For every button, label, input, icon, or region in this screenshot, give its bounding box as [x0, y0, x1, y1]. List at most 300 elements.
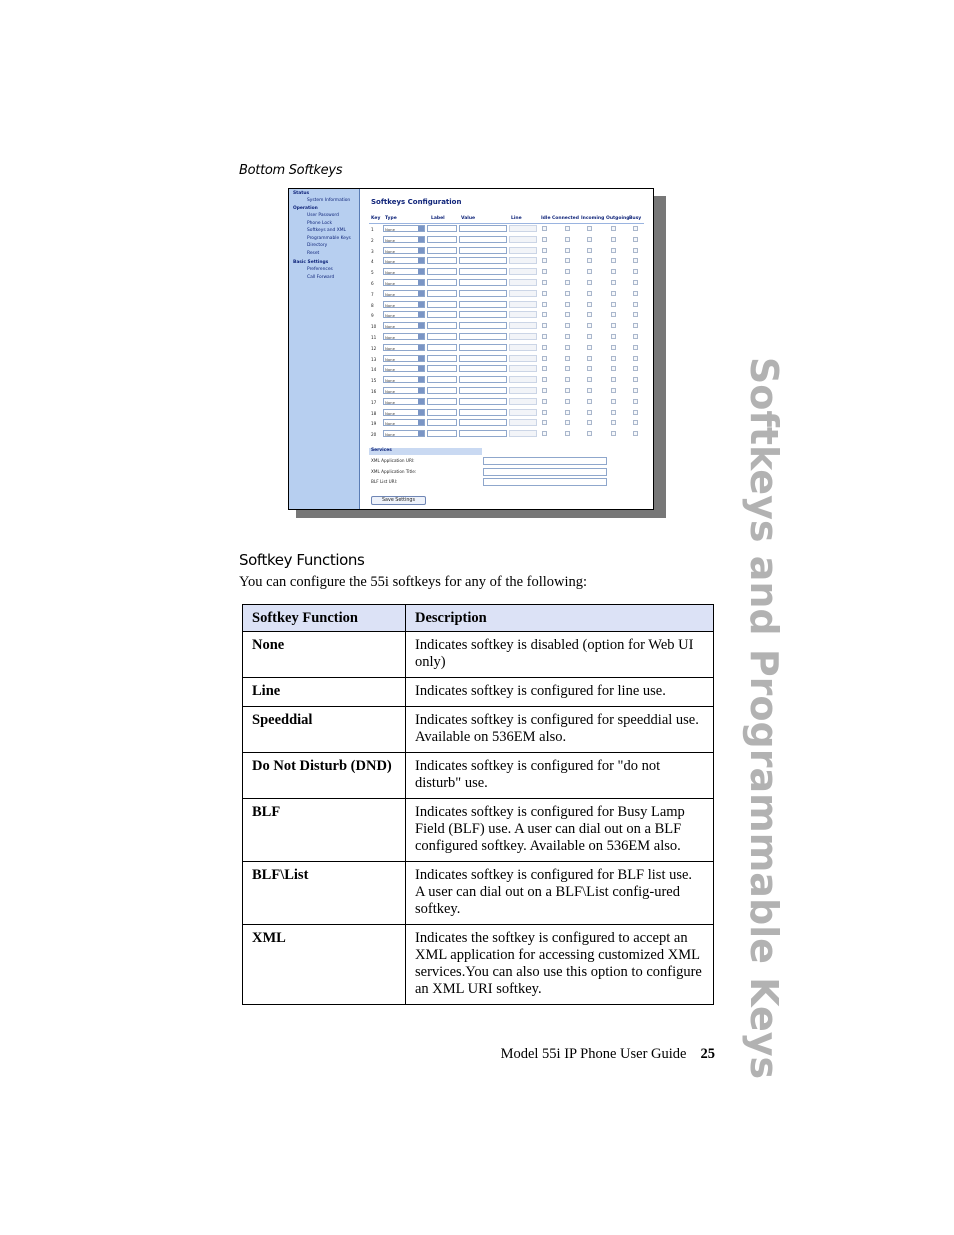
label-input[interactable] — [427, 236, 457, 243]
label-input[interactable] — [427, 322, 457, 329]
key-number: 10 — [371, 324, 377, 330]
line-select[interactable] — [509, 322, 537, 329]
value-input[interactable] — [459, 257, 507, 264]
key-number: 5 — [371, 270, 374, 276]
state-checkbox[interactable] — [587, 366, 592, 371]
service-label: BLF List URI: — [371, 479, 398, 484]
state-checkbox[interactable] — [565, 248, 570, 253]
state-checkbox[interactable] — [565, 345, 570, 350]
key-row — [369, 344, 644, 353]
state-checkbox[interactable] — [565, 269, 570, 274]
line-select[interactable] — [509, 419, 537, 426]
key-row — [369, 311, 644, 320]
softkeys-screenshot — [288, 188, 654, 510]
state-checkbox[interactable] — [611, 280, 616, 285]
line-select[interactable] — [509, 311, 537, 318]
key-number: 1 — [371, 227, 374, 232]
page-number: 25 — [700, 1046, 715, 1062]
line-select[interactable] — [509, 257, 537, 264]
state-checkbox[interactable] — [611, 388, 616, 393]
value-input[interactable] — [459, 279, 507, 286]
line-select[interactable] — [509, 333, 537, 340]
state-checkbox[interactable] — [587, 258, 592, 263]
value-input[interactable] — [459, 409, 507, 416]
state-checkbox[interactable] — [565, 388, 570, 393]
key-row — [369, 409, 644, 418]
table-header-row — [243, 605, 714, 632]
type-value: None — [385, 399, 395, 405]
column-header: Outgoing — [606, 216, 630, 221]
label-input[interactable] — [427, 225, 457, 232]
value-input[interactable] — [459, 398, 507, 405]
type-value: None — [385, 378, 395, 384]
key-row — [369, 279, 644, 288]
state-checkbox[interactable] — [565, 291, 570, 296]
state-checkbox[interactable] — [542, 302, 547, 307]
function-description: Indicates softkey is configured for Busy Lamp Field (BLF) use. A user can dial out on a BLF configured softkey. Available on 536EM also. — [406, 799, 714, 862]
state-checkbox[interactable] — [542, 269, 547, 274]
state-checkbox[interactable] — [633, 356, 638, 361]
state-checkbox[interactable] — [587, 345, 592, 350]
figure-caption: Bottom Softkeys — [239, 163, 343, 178]
key-row — [369, 268, 644, 277]
state-checkbox[interactable] — [611, 312, 616, 317]
line-select[interactable] — [509, 365, 537, 372]
state-checkbox[interactable] — [542, 248, 547, 253]
value-input[interactable] — [459, 376, 507, 383]
dropdown-arrow-icon — [418, 226, 424, 231]
line-select[interactable] — [509, 344, 537, 351]
state-checkbox[interactable] — [633, 431, 638, 436]
dropdown-arrow-icon — [418, 323, 424, 328]
label-input[interactable] — [427, 355, 457, 362]
state-checkbox[interactable] — [633, 420, 638, 425]
key-number: 15 — [371, 378, 377, 384]
dropdown-arrow-icon — [418, 302, 424, 307]
key-row — [369, 301, 644, 310]
type-value: None — [385, 324, 395, 330]
screenshot-nav — [289, 189, 360, 509]
service-input[interactable] — [483, 478, 607, 486]
state-checkbox[interactable] — [611, 377, 616, 382]
state-checkbox[interactable] — [611, 269, 616, 274]
function-description: Indicates softkey is configured for BLF list use. A user can dial out on a BLF\List config-ured softkey. — [406, 862, 714, 925]
line-select[interactable] — [509, 398, 537, 405]
type-value: None — [385, 281, 395, 286]
table-row — [243, 862, 714, 925]
line-select[interactable] — [509, 301, 537, 308]
table-row — [243, 799, 714, 862]
state-checkbox[interactable] — [587, 280, 592, 285]
state-checkbox[interactable] — [565, 280, 570, 285]
state-checkbox[interactable] — [633, 258, 638, 263]
value-input[interactable] — [459, 322, 507, 329]
table-row — [243, 678, 714, 707]
state-checkbox[interactable] — [611, 420, 616, 425]
line-select[interactable] — [509, 290, 537, 297]
type-select[interactable] — [383, 301, 425, 308]
key-row — [369, 365, 644, 374]
state-checkbox[interactable] — [611, 323, 616, 328]
line-select[interactable] — [509, 225, 537, 232]
state-checkbox[interactable] — [587, 248, 592, 253]
state-checkbox[interactable] — [633, 323, 638, 328]
type-select[interactable] — [383, 387, 425, 394]
value-input[interactable] — [459, 355, 507, 362]
section-title: Softkey Functions — [239, 551, 365, 569]
state-checkbox[interactable] — [587, 420, 592, 425]
column-header: Idle — [541, 216, 551, 221]
type-value: None — [385, 237, 395, 243]
state-checkbox[interactable] — [633, 291, 638, 296]
line-select[interactable] — [509, 236, 537, 243]
state-checkbox[interactable] — [587, 302, 592, 307]
type-value: None — [385, 259, 395, 265]
table-row — [243, 632, 714, 678]
key-row — [369, 322, 644, 331]
label-input[interactable] — [427, 409, 457, 416]
label-input[interactable] — [427, 257, 457, 264]
nav-item: Status — [293, 191, 310, 196]
function-description: Indicates softkey is configured for "do not disturb" use. — [406, 753, 714, 799]
state-checkbox[interactable] — [542, 291, 547, 296]
nav-item[interactable]: Phone Lock — [307, 221, 333, 226]
state-checkbox[interactable] — [565, 431, 570, 436]
nav-item[interactable]: Preferences — [307, 267, 333, 272]
state-checkbox[interactable] — [587, 410, 592, 415]
function-description: Indicates softkey is configured for line use. — [406, 678, 714, 707]
nav-item[interactable]: User Password — [307, 213, 339, 218]
key-number: 11 — [371, 335, 377, 340]
softkey-function-table — [242, 604, 714, 1005]
label-input[interactable] — [427, 344, 457, 351]
key-number: 13 — [371, 356, 377, 362]
table-row — [243, 707, 714, 753]
state-checkbox[interactable] — [633, 345, 638, 350]
value-input[interactable] — [459, 247, 507, 254]
value-input[interactable] — [459, 290, 507, 297]
function-name: Speeddial — [243, 707, 406, 753]
state-checkbox[interactable] — [542, 377, 547, 382]
dropdown-arrow-icon — [418, 399, 424, 404]
dropdown-arrow-icon — [418, 420, 424, 425]
state-checkbox[interactable] — [587, 323, 592, 328]
state-checkbox[interactable] — [587, 377, 592, 382]
state-checkbox[interactable] — [633, 388, 638, 393]
screenshot-column-headers — [369, 215, 644, 224]
value-input[interactable] — [459, 311, 507, 318]
state-checkbox[interactable] — [633, 280, 638, 285]
line-select[interactable] — [509, 247, 537, 254]
state-checkbox[interactable] — [565, 312, 570, 317]
line-select[interactable] — [509, 409, 537, 416]
value-input[interactable] — [459, 301, 507, 308]
state-checkbox[interactable] — [542, 366, 547, 371]
key-number: 3 — [371, 248, 374, 254]
dropdown-arrow-icon — [418, 237, 424, 242]
type-select[interactable] — [383, 236, 425, 243]
state-checkbox[interactable] — [542, 420, 547, 425]
label-input[interactable] — [427, 387, 457, 394]
state-checkbox[interactable] — [587, 399, 592, 404]
type-value: None — [385, 421, 395, 427]
state-checkbox[interactable] — [611, 410, 616, 415]
column-header: Key — [371, 216, 381, 221]
label-input[interactable] — [427, 376, 457, 383]
nav-item[interactable]: Call Forward — [307, 275, 335, 280]
state-checkbox[interactable] — [611, 345, 616, 350]
key-row — [369, 225, 644, 234]
key-row — [369, 247, 644, 256]
function-name: BLF\List — [243, 862, 406, 925]
header-description: Description — [406, 605, 714, 632]
column-header: Busy — [629, 216, 642, 221]
type-value: None — [385, 270, 395, 276]
dropdown-arrow-icon — [418, 356, 424, 361]
column-header: Line — [511, 216, 522, 221]
state-checkbox[interactable] — [633, 312, 638, 317]
line-select[interactable] — [509, 268, 537, 275]
value-input[interactable] — [459, 333, 507, 340]
state-checkbox[interactable] — [633, 334, 638, 339]
type-value: None — [385, 410, 395, 416]
label-input[interactable] — [427, 365, 457, 372]
type-value: None — [385, 335, 395, 340]
table-row — [243, 925, 714, 1005]
dropdown-arrow-icon — [418, 388, 424, 393]
key-row — [369, 398, 644, 407]
state-checkbox[interactable] — [565, 366, 570, 371]
state-checkbox[interactable] — [542, 399, 547, 404]
state-checkbox[interactable] — [611, 366, 616, 371]
dropdown-arrow-icon — [418, 334, 424, 339]
line-select[interactable] — [509, 376, 537, 383]
state-checkbox[interactable] — [633, 226, 638, 231]
nav-item[interactable]: Reset — [307, 251, 320, 256]
type-select[interactable] — [383, 322, 425, 329]
dropdown-arrow-icon — [418, 312, 424, 317]
service-label: XML Application URI: — [371, 458, 415, 463]
nav-item: Operation — [293, 206, 318, 211]
state-checkbox[interactable] — [565, 356, 570, 361]
state-checkbox[interactable] — [565, 302, 570, 307]
state-checkbox[interactable] — [565, 377, 570, 382]
type-value: None — [385, 291, 395, 297]
value-input[interactable] — [459, 236, 507, 243]
nav-item[interactable]: System Information — [307, 198, 351, 203]
dropdown-arrow-icon — [418, 280, 424, 285]
value-input[interactable] — [459, 268, 507, 275]
value-input[interactable] — [459, 387, 507, 394]
label-input[interactable] — [427, 398, 457, 405]
state-checkbox[interactable] — [542, 226, 547, 231]
state-checkbox[interactable] — [611, 431, 616, 436]
nav-item[interactable]: Programmable Keys — [307, 236, 351, 241]
state-checkbox[interactable] — [565, 226, 570, 231]
state-checkbox[interactable] — [633, 399, 638, 404]
value-input[interactable] — [459, 419, 507, 426]
state-checkbox[interactable] — [611, 248, 616, 253]
label-input[interactable] — [427, 279, 457, 286]
type-value: None — [385, 356, 395, 362]
state-checkbox[interactable] — [542, 312, 547, 317]
dropdown-arrow-icon — [418, 431, 424, 436]
type-select[interactable] — [383, 355, 425, 362]
state-checkbox[interactable] — [565, 420, 570, 425]
state-checkbox[interactable] — [611, 356, 616, 361]
type-value: None — [385, 367, 395, 373]
state-checkbox[interactable] — [565, 258, 570, 263]
state-checkbox[interactable] — [542, 258, 547, 263]
label-input[interactable] — [427, 268, 457, 275]
type-select[interactable] — [383, 376, 425, 383]
function-description: Indicates softkey is disabled (option for Web UI only) — [406, 632, 714, 678]
nav-item[interactable]: Directory — [307, 243, 328, 248]
state-checkbox[interactable] — [587, 431, 592, 436]
key-number: 16 — [371, 389, 377, 394]
key-number: 2 — [371, 237, 374, 243]
state-checkbox[interactable] — [587, 226, 592, 231]
footer-title: Model 55i IP Phone User Guide — [500, 1046, 687, 1062]
nav-item[interactable]: Softkeys and XML — [307, 228, 346, 233]
service-input[interactable] — [483, 457, 607, 465]
type-select[interactable] — [383, 290, 425, 297]
state-checkbox[interactable] — [587, 237, 592, 242]
state-checkbox[interactable] — [542, 410, 547, 415]
chapter-side-tab: Softkeys and Programmable Keys — [742, 356, 786, 1080]
function-name: XML — [243, 925, 406, 1005]
type-select[interactable] — [383, 419, 425, 426]
state-checkbox[interactable] — [565, 399, 570, 404]
value-input[interactable] — [459, 430, 507, 437]
state-checkbox[interactable] — [587, 312, 592, 317]
key-number: 20 — [371, 432, 377, 438]
save-settings-button[interactable]: Save Settings — [371, 496, 426, 505]
dropdown-arrow-icon — [418, 345, 424, 350]
state-checkbox[interactable] — [542, 356, 547, 361]
function-name: Do Not Disturb (DND) — [243, 753, 406, 799]
dropdown-arrow-icon — [418, 258, 424, 263]
line-select[interactable] — [509, 355, 537, 362]
state-checkbox[interactable] — [542, 345, 547, 350]
dropdown-arrow-icon — [418, 410, 424, 415]
type-select[interactable] — [383, 225, 425, 232]
key-row — [369, 257, 644, 266]
column-header: Connected — [552, 216, 579, 221]
column-header: Value — [461, 216, 476, 221]
type-select[interactable] — [383, 333, 425, 340]
line-select[interactable] — [509, 387, 537, 394]
value-input[interactable] — [459, 225, 507, 232]
state-checkbox[interactable] — [587, 388, 592, 393]
function-name: Line — [243, 678, 406, 707]
screenshot-title: Softkeys Configuration — [371, 198, 462, 206]
key-row — [369, 290, 644, 299]
state-checkbox[interactable] — [565, 410, 570, 415]
label-input[interactable] — [427, 430, 457, 437]
type-select[interactable] — [383, 247, 425, 254]
key-number: 12 — [371, 345, 377, 351]
state-checkbox[interactable] — [611, 302, 616, 307]
state-checkbox[interactable] — [542, 280, 547, 285]
state-checkbox[interactable] — [611, 334, 616, 339]
label-input[interactable] — [427, 419, 457, 426]
state-checkbox[interactable] — [587, 334, 592, 339]
key-number: 9 — [371, 313, 374, 319]
key-number: 8 — [371, 302, 374, 308]
column-header: Incoming — [581, 216, 605, 221]
state-checkbox[interactable] — [633, 366, 638, 371]
type-select[interactable] — [383, 257, 425, 264]
line-select[interactable] — [509, 279, 537, 286]
state-checkbox[interactable] — [542, 334, 547, 339]
key-row — [369, 387, 644, 396]
state-checkbox[interactable] — [587, 356, 592, 361]
state-checkbox[interactable] — [633, 248, 638, 253]
type-select[interactable] — [383, 365, 425, 372]
state-checkbox[interactable] — [633, 237, 638, 242]
dropdown-arrow-icon — [418, 377, 424, 382]
key-number: 14 — [371, 367, 377, 373]
state-checkbox[interactable] — [611, 399, 616, 404]
type-select[interactable] — [383, 311, 425, 318]
line-select[interactable] — [509, 430, 537, 437]
key-number: 7 — [371, 291, 374, 297]
state-checkbox[interactable] — [565, 237, 570, 242]
type-value: None — [385, 227, 395, 232]
type-select[interactable] — [383, 344, 425, 351]
state-checkbox[interactable] — [633, 269, 638, 274]
state-checkbox[interactable] — [633, 410, 638, 415]
state-checkbox[interactable] — [565, 334, 570, 339]
state-checkbox[interactable] — [633, 377, 638, 382]
intro-text: You can configure the 55i softkeys for any of the following: — [239, 574, 588, 590]
state-checkbox[interactable] — [542, 237, 547, 242]
type-select[interactable] — [383, 409, 425, 416]
label-input[interactable] — [427, 290, 457, 297]
type-select[interactable] — [383, 268, 425, 275]
label-input[interactable] — [427, 247, 457, 254]
state-checkbox[interactable] — [611, 258, 616, 263]
label-input[interactable] — [427, 301, 457, 308]
state-checkbox[interactable] — [587, 269, 592, 274]
key-row — [369, 333, 644, 342]
service-input[interactable] — [483, 468, 607, 476]
state-checkbox[interactable] — [542, 431, 547, 436]
dropdown-arrow-icon — [418, 366, 424, 371]
state-checkbox[interactable] — [611, 291, 616, 296]
state-checkbox[interactable] — [611, 226, 616, 231]
type-select[interactable] — [383, 398, 425, 405]
state-checkbox[interactable] — [542, 388, 547, 393]
type-select[interactable] — [383, 279, 425, 286]
value-input[interactable] — [459, 365, 507, 372]
state-checkbox[interactable] — [542, 323, 547, 328]
state-checkbox[interactable] — [611, 237, 616, 242]
dropdown-arrow-icon — [418, 269, 424, 274]
label-input[interactable] — [427, 333, 457, 340]
state-checkbox[interactable] — [587, 291, 592, 296]
state-checkbox[interactable] — [565, 323, 570, 328]
dropdown-arrow-icon — [418, 248, 424, 253]
type-value: None — [385, 302, 395, 308]
value-input[interactable] — [459, 344, 507, 351]
state-checkbox[interactable] — [633, 302, 638, 307]
function-name: BLF — [243, 799, 406, 862]
type-select[interactable] — [383, 430, 425, 437]
key-number: 4 — [371, 259, 374, 265]
label-input[interactable] — [427, 311, 457, 318]
